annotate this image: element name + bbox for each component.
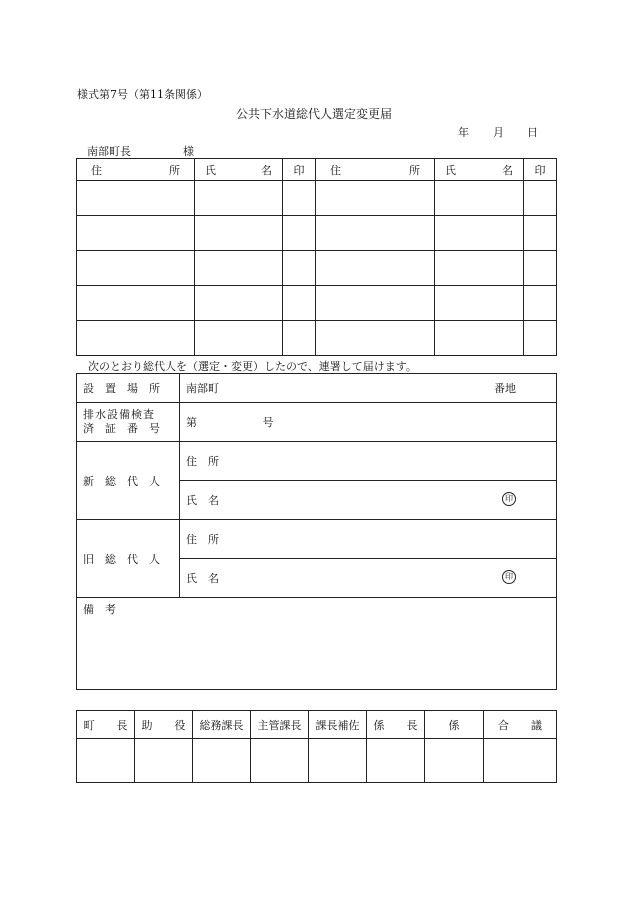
signer-row	[77, 216, 557, 251]
approval-stamp-cell[interactable]	[135, 739, 193, 783]
signer-row	[77, 321, 557, 356]
statement: 次のとおり総代人を（選定・変更）したので、連署して届けます。	[88, 360, 417, 373]
approval-stamp-cell[interactable]	[484, 739, 557, 783]
signer-cell[interactable]	[524, 251, 557, 286]
addressee-name: 南部町長	[87, 145, 131, 158]
signer-cell[interactable]	[316, 251, 435, 286]
approval-header: 係 長	[367, 711, 425, 739]
header-name-2: 氏 名	[435, 159, 524, 181]
signer-cell[interactable]	[435, 251, 524, 286]
approval-header: 係	[425, 711, 484, 739]
date-month: 月	[493, 126, 504, 139]
signers-table	[76, 158, 557, 356]
signer-cell[interactable]	[316, 216, 435, 251]
location-value: 南部町	[186, 382, 219, 395]
header-seal-2: 印	[524, 159, 557, 181]
old-rep-name-field[interactable]: 氏 名 印	[180, 559, 557, 598]
approval-header: 主管課長	[251, 711, 309, 739]
header-address-1: 住 所	[77, 159, 195, 181]
approval-header: 助 役	[135, 711, 193, 739]
signer-row	[77, 251, 557, 286]
signer-cell[interactable]	[195, 251, 283, 286]
signer-cell[interactable]	[77, 321, 195, 356]
remarks-field[interactable]	[77, 598, 557, 690]
approval-stamp-cell[interactable]	[77, 739, 135, 783]
signer-cell[interactable]	[435, 321, 524, 356]
signer-cell[interactable]	[435, 216, 524, 251]
cert-row	[77, 403, 557, 442]
header-seal-1: 印	[283, 159, 316, 181]
cert-field[interactable]	[180, 403, 557, 442]
old-rep-address-row	[77, 520, 557, 559]
approval-stamp-cell[interactable]	[193, 739, 251, 783]
location-row	[77, 374, 557, 403]
approval-header: 町 長	[77, 711, 135, 739]
signer-cell[interactable]	[435, 286, 524, 321]
cert-suffix: 号	[262, 416, 274, 429]
form-number: 様式第7号（第11条関係）	[77, 88, 208, 101]
signer-cell[interactable]	[283, 251, 316, 286]
approval-stamp-row	[77, 739, 557, 783]
signer-cell[interactable]	[316, 286, 435, 321]
remarks-label: 備 考	[83, 603, 116, 616]
signer-cell[interactable]	[195, 181, 283, 216]
signer-cell[interactable]	[283, 286, 316, 321]
signer-cell[interactable]	[316, 181, 435, 216]
signer-cell[interactable]	[77, 216, 195, 251]
details-table	[76, 373, 557, 690]
seal-icon: 印	[502, 492, 516, 506]
seal-icon: 印	[502, 570, 516, 584]
signer-cell[interactable]	[524, 181, 557, 216]
signer-cell[interactable]	[195, 321, 283, 356]
cert-label: 排水設備検査 済 証 番 号	[77, 403, 180, 442]
signer-cell[interactable]	[195, 286, 283, 321]
header-address-2: 住 所	[316, 159, 435, 181]
signer-row	[77, 181, 557, 216]
approval-stamp-cell[interactable]	[251, 739, 309, 783]
approval-stamp-cell[interactable]	[309, 739, 367, 783]
new-rep-label: 新 総 代 人	[77, 442, 180, 520]
signer-cell[interactable]	[316, 321, 435, 356]
addressee-honorific: 様	[183, 145, 194, 158]
signer-cell[interactable]	[77, 251, 195, 286]
approval-header: 課長補佐	[309, 711, 367, 739]
date-year: 年	[458, 126, 469, 139]
old-rep-address-field[interactable]: 住 所	[180, 520, 557, 559]
approval-table	[76, 710, 557, 783]
signer-cell[interactable]	[77, 181, 195, 216]
signer-cell[interactable]	[195, 216, 283, 251]
header-name-1: 氏 名	[195, 159, 283, 181]
signer-cell[interactable]	[524, 321, 557, 356]
signer-row	[77, 286, 557, 321]
signer-cell[interactable]	[283, 216, 316, 251]
signer-cell[interactable]	[77, 286, 195, 321]
cert-prefix: 第	[186, 416, 197, 429]
approval-header: 総務課長	[193, 711, 251, 739]
location-field[interactable]	[180, 374, 557, 403]
new-rep-name-field[interactable]: 氏 名 印	[180, 481, 557, 520]
approval-header: 合 議	[484, 711, 557, 739]
new-rep-address-field[interactable]: 住 所	[180, 442, 557, 481]
old-rep-label: 旧 総 代 人	[77, 520, 180, 598]
signer-cell[interactable]	[524, 216, 557, 251]
location-suffix: 番地	[494, 382, 516, 395]
approval-stamp-cell[interactable]	[367, 739, 425, 783]
approval-stamp-cell[interactable]	[425, 739, 484, 783]
location-label: 設 置 場 所	[77, 374, 180, 403]
signer-cell[interactable]	[524, 286, 557, 321]
new-rep-address-row	[77, 442, 557, 481]
signer-cell[interactable]	[283, 321, 316, 356]
signer-cell[interactable]	[435, 181, 524, 216]
signers-header-row	[77, 159, 557, 181]
approval-header-row	[77, 711, 557, 739]
remarks-row	[77, 598, 557, 690]
signer-cell[interactable]	[283, 181, 316, 216]
date-day: 日	[527, 126, 538, 139]
page-title: 公共下水道総代人選定変更届	[236, 107, 393, 121]
